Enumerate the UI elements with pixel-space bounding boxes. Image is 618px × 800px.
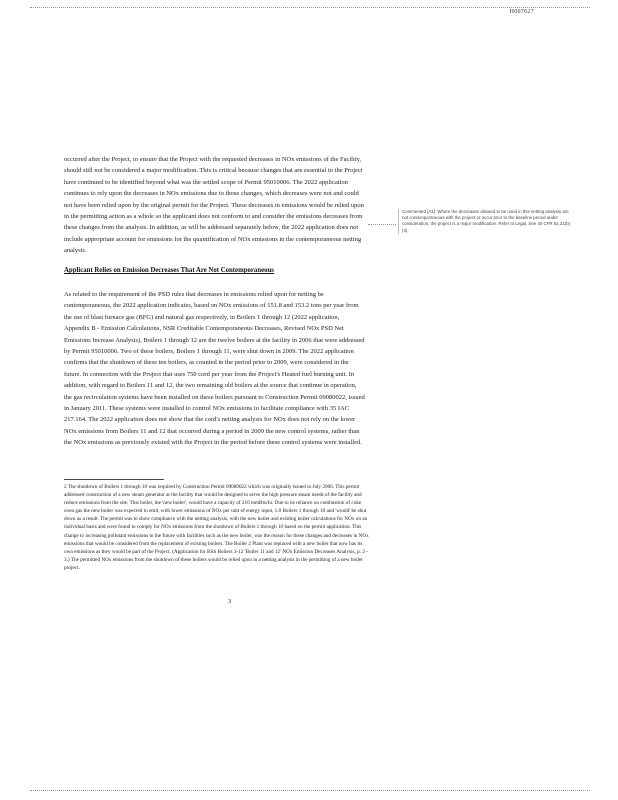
review-comment[interactable]: Commented [A1]: Where the decreases allowed to be used in this netting analysis are not contemporaneous with the project or occur prior to the baseline period under consideration, the project is a major modification. Refer to Legal, See 40 CFR 52.21(b)(3). (398, 209, 572, 234)
footnote-separator (64, 479, 164, 480)
section-heading: Applicant Relies on Emission Decreases That Are Not Contemporaneous (64, 267, 274, 274)
comment-anchor-line (368, 224, 396, 225)
bates-number: H007627 (509, 9, 534, 15)
page-number: 3 (228, 598, 232, 605)
intro-paragraph-text: occurred after the Project, to ensure that the Project with the requested decreases in NOx emissions of the Facility, should still not be considered a major modification. This is critical because changes that are essential to the Project have continued to be identified beyond what was the settled scope of Permit 95010006. The 2022 application continues to rely upon the decreases in NOx emissions due to those changes, which decreases were not and could not have been relied upon by the original permit for the Project. These decreases in emissions would be relied upon in the permitting action as a whole so the applicant does not conform to and consider the emissions decreases from these changes from the analysis. In addition, as will be addressed separately below, the 2022 application does not include appropriate account for emissions for the quantification of NOx emissions in the contemporaneous netting analysis. (64, 156, 364, 255)
bottom-scan-border (30, 790, 590, 791)
top-scan-border (30, 7, 590, 8)
main-paragraph-text: As related to the requirement of the PSD rules that decreases in emissions relied upon for netting be contemporaneous, the 2022 application indicates, based on NOx emissions of 151.8 and 153.2 tons per year from the use of blast furnace gas (BFG) and natural gas respectively, in Boilers 1 through 12 (2022 application, Appendix B - Emission Calculations, NSR Creditable Contemporaneous Decreases, Revised NOx PSD Net Emissions Increase Analysis), Boilers 1 through 12 are the twelve boilers at the facility in 2006 that were addressed by Permit 95010006. Two of these boilers, Boilers 1 through 11, were shut down in 2009. The 2022 application confirms that the shutdown of these ten boilers, as counted in the period prior to 2009, were considered in the future. In connection with the Project that uses 750 cord per year from the Project's Heated fuel burning unit. In addition, with regard to Boilers 11 and 12, the two remaining old boilers at the source that continue in operation, the gas recirculation systems have been installed on these boilers pursuant to Construction Permit 09080022, issued in January 2011. These systems were installed to control NOx emissions to facilitate compliance with 35 IAC 217.164. The 2022 application does not show that the cord's netting analysis for NOx does not rely on the lower NOx emissions from Boilers 11 and 12 that occurred during a period in 2009 the new control systems, rather than the NOx emissions as previously existed with the Project in the period before these control systems were installed. (64, 291, 365, 447)
footnote: 2 The shutdown of Boilers 1 through 10 was required by Construction Permit 09080022 which was originally issued in July 2006. This permit addressed construction of a new steam generator at the facility that would be designed to serve the high pressure steam needs of the facility and reduce emissions from the site. This boiler, the 'new boiler', would have a capacity of 210 mmBtu/hr. Due to its reliance on combustion of coke oven gas the new boiler was expected to emit, with lower emissions of NOx per unit of energy input, 1.8 Boilers 1 through 10 and 'would' be shut down as a result. The permit was to show compliance with the netting analysis, with the new boiler and existing boiler calculations for NOx on an individual basis and were found to comply for NOx emissions from the shutdown of Boilers 1 through 10 based on the permit application. This change to increasing pollutant emissions in the future with facilities such as the new boiler, was the reason for these changes and decreases in NOx emissions that would be considered from the replacement of existing boilers. The Boiler 2 Plant was replaced with a new boiler that now has its own emissions as they would be part of the Project. (Application for BSS Boilers 3-12 'Boiler 11 and 12' NOx Emission Decreases Analysis, p. 2 - 3.) The permitted NOx emissions from the shutdown of these boilers would be relied upon in a netting analysis in the permitting of a new boiler project. (64, 484, 369, 571)
intro-paragraph (64, 154, 366, 257)
main-paragraph (64, 289, 366, 449)
